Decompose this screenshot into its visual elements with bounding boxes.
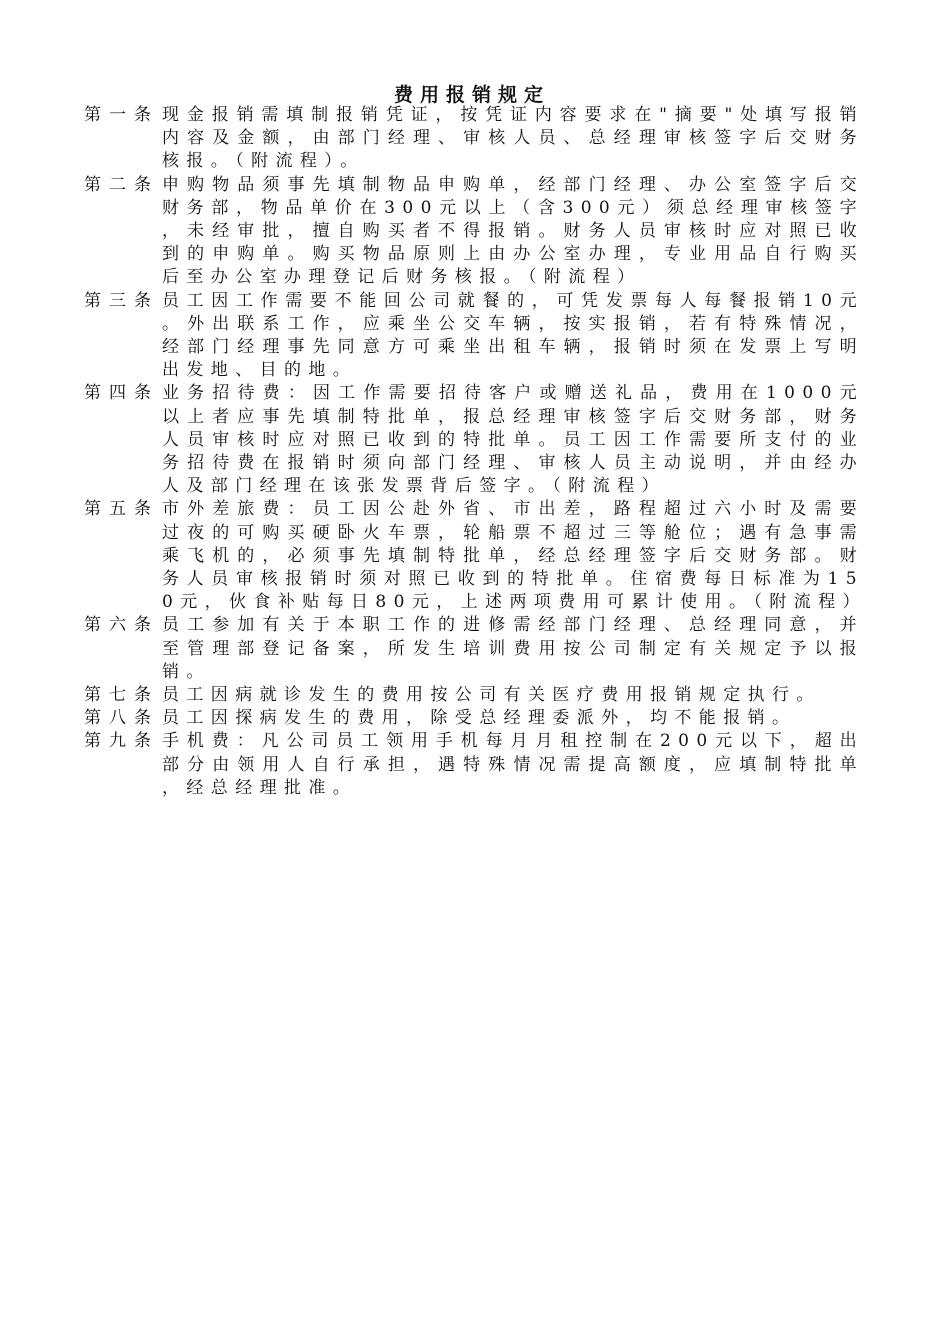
article-text: 员工因探病发生的费用，除受总经理委派外，均不能报销。 bbox=[162, 708, 797, 729]
article-text: 员工因工作需要不能回公司就餐的，可凭发票每人每餐报销10元。外出联系工作，应乘坐公交车辆，按实报销，若有特殊情况，经部门经理事先同意方可乘坐出租车辆，报销时须在发票上写明出发地、目的地。 bbox=[162, 290, 864, 381]
article-number: 第六条 bbox=[84, 615, 159, 636]
article-number: 第五条 bbox=[84, 499, 159, 520]
article-9 bbox=[84, 730, 864, 800]
article-number: 第七条 bbox=[84, 685, 159, 706]
article-7 bbox=[84, 684, 864, 707]
article-2 bbox=[84, 174, 864, 290]
article-4 bbox=[84, 382, 864, 498]
article-text: 现金报销需填制报销凭证，按凭证内容要求在"摘要"处填写报销内容及金额，由部门经理、审核人员、总经理审核签字后交财务核报。（附流程）。 bbox=[162, 105, 864, 172]
article-number: 第八条 bbox=[84, 708, 159, 729]
article-text: 市外差旅费：员工因公赴外省、市出差，路程超过六小时及需要过夜的可购买硬卧火车票，轮船票不超过三等舱位；遇有急事需乘飞机的，必须事先填制特批单，经总经理签字后交财务部。财务人员审核报销时须对照已收到的特批单。住宿费每日标准为150元，伙食补贴每日80元，上述两项费用可累计使用。（附流程） bbox=[162, 499, 867, 613]
article-text: 手机费：凡公司员工领用手机每月月租控制在200元以下，超出部分由领用人自行承担，遇特殊情况需提高额度，应填制特批单，经总经理批准。 bbox=[162, 731, 864, 798]
article-list bbox=[84, 104, 867, 800]
article-8 bbox=[84, 707, 864, 730]
article-5 bbox=[84, 498, 867, 614]
article-1 bbox=[84, 104, 864, 174]
article-number: 第九条 bbox=[84, 731, 159, 752]
article-number: 第三条 bbox=[84, 290, 159, 311]
article-6 bbox=[84, 614, 864, 684]
article-number: 第四条 bbox=[84, 383, 159, 404]
page-title: 费用报销规定 bbox=[393, 84, 550, 106]
article-number: 第二条 bbox=[84, 174, 159, 195]
article-number: 第一条 bbox=[84, 105, 159, 125]
article-3 bbox=[84, 290, 864, 383]
article-text: 申购物品须事先填制物品申购单，经部门经理、办公室签字后交财务部，物品单价在300元以上（含300元）须总经理审核签字，未经审批，擅自购买者不得报销。财务人员审核时应对照已收到的申购单。购买物品原则上由办公室办理，专业用品自行购买后至办公室办理登记后财务核报。（附流程） bbox=[162, 174, 864, 288]
article-text: 员工因病就诊发生的费用按公司有关医疗费用报销规定执行。 bbox=[162, 685, 821, 706]
article-text: 员工参加有关于本职工作的进修需经部门经理、总经理同意，并至管理部登记备案，所发生培训费用按公司制定有关规定予以报销。 bbox=[162, 615, 864, 682]
article-text: 业务招待费：因工作需要招待客户或赠送礼品，费用在1000元以上者应事先填制特批单，报总经理审核签字后交财务部，财务人员审核时应对照已收到的特批单。员工因工作需要所支付的业务招待费在报销时须向部门经理、审核人员主动说明，并由经办人及部门经理在该张发票背后签字。（附流程） bbox=[162, 383, 864, 497]
